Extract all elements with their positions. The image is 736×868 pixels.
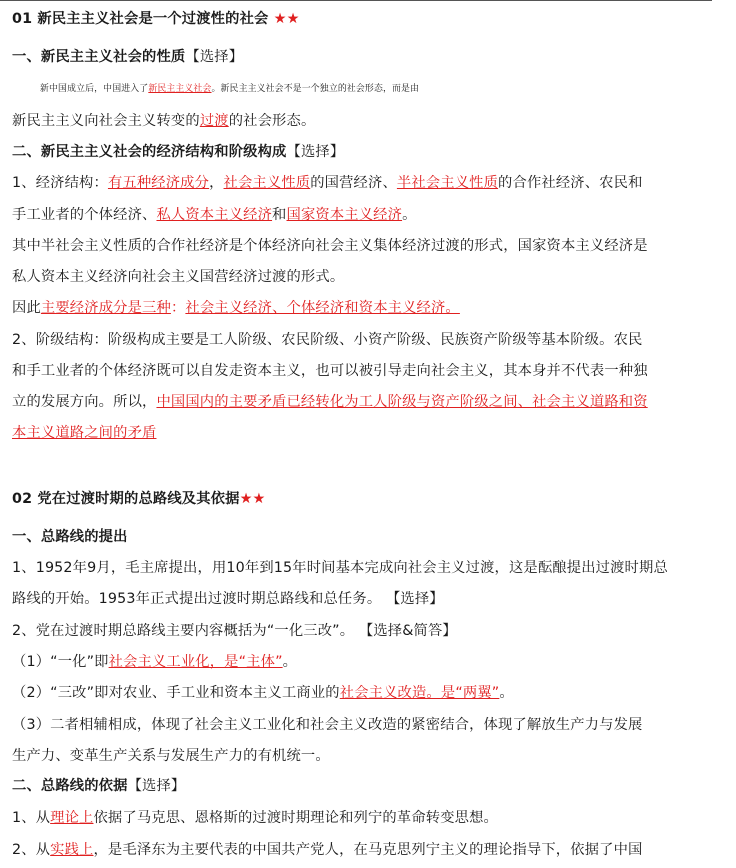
economy-line-5: 因此主要经济成分是三种：社会主义经济、个体经济和资本主义经济。: [12, 300, 460, 316]
route-line-7: 生产力、变革生产关系与发展生产力的有机统一。: [12, 748, 330, 764]
route-line-2: 路线的开始。1953年正式提出过渡时期总路线和总任务。 【选择】: [12, 591, 444, 607]
economy-line-4: 私人资本主义经济向社会主义国营经济过渡的形式。: [12, 269, 345, 285]
s1-paragraph-line-2: 新民主主义向社会主义转变的过渡的社会形态。: [12, 113, 316, 129]
route-line-6: （3）二者相辅相成，体现了社会主义工业化和社会主义改造的紧密结合，体现了解放生产力与发展: [12, 717, 643, 733]
top-rule: [0, 0, 712, 1]
class-line-2: 和手工业者的个体经济既可以自发走资本主义，也可以被引导走向社会主义，其本身并不代表一种独: [12, 363, 648, 379]
class-line-4: 本主义道路之间的矛盾: [12, 425, 157, 441]
basis-line-2: 2、从实践上，是毛泽东为主要代表的中国共产党人，在马克思列宁主义的理论指导下，依据了中国: [12, 842, 643, 858]
economy-line-3: 其中半社会主义性质的合作社经济是个体经济向社会主义集体经济过渡的形式，国家资本主义经济是: [12, 238, 648, 254]
s2-heading-2: 二、总路线的依据【选择】: [12, 778, 186, 794]
s1-heading-2: 二、新民主主义社会的经济结构和阶级构成【选择】: [12, 144, 345, 160]
section-1-title: 01 新民主主义社会是一个过渡性的社会 ★★: [12, 11, 300, 27]
s1-heading-1: 一、新民主主义社会的性质【选择】: [12, 49, 244, 65]
s2-heading-1: 一、总路线的提出: [12, 529, 128, 545]
class-line-3: 立的发展方向。所以，中国国内的主要矛盾已经转化为工人阶级与资产阶级之间、社会主义道路和资: [12, 394, 648, 410]
economy-line-2: 手工业者的个体经济、私人资本主义经济和国家资本主义经济。: [12, 207, 417, 223]
section-2-title: 02 党在过渡时期的总路线及其依据★★: [12, 491, 266, 507]
s1-paragraph-line-1: 新中国成立后，中国进入了新民主主义社会。新民主主义社会不是一个独立的社会形态，而是由: [40, 84, 420, 94]
route-line-1: 1、1952年9月，毛主席提出，用10年到15年时间基本完成向社会主义过渡，这是酝酿提出过渡时期总: [12, 560, 668, 576]
basis-line-1: 1、从理论上依据了马克思、恩格斯的过渡时期理论和列宁的革命转变思想。: [12, 810, 498, 826]
star-icon: ★★: [239, 491, 266, 507]
route-line-4: （1）“一化”即社会主义工业化，是“主体”。: [12, 654, 298, 670]
star-icon: ★★: [273, 11, 300, 27]
route-line-3: 2、党在过渡时期总路线主要内容概括为“一化三改”。 【选择&简答】: [12, 623, 457, 639]
class-line-1: 2、阶级结构：阶级构成主要是工人阶级、农民阶级、小资产阶级、民族资产阶级等基本阶级。农民: [12, 332, 643, 348]
economy-line-1: 1、经济结构：有五种经济成分，社会主义性质的国营经济、半社会主义性质的合作社经济、农民和: [12, 175, 643, 191]
route-line-5: （2）“三改”即对农业、手工业和资本主义工商业的社会主义改造。是“两翼”。: [12, 685, 514, 701]
